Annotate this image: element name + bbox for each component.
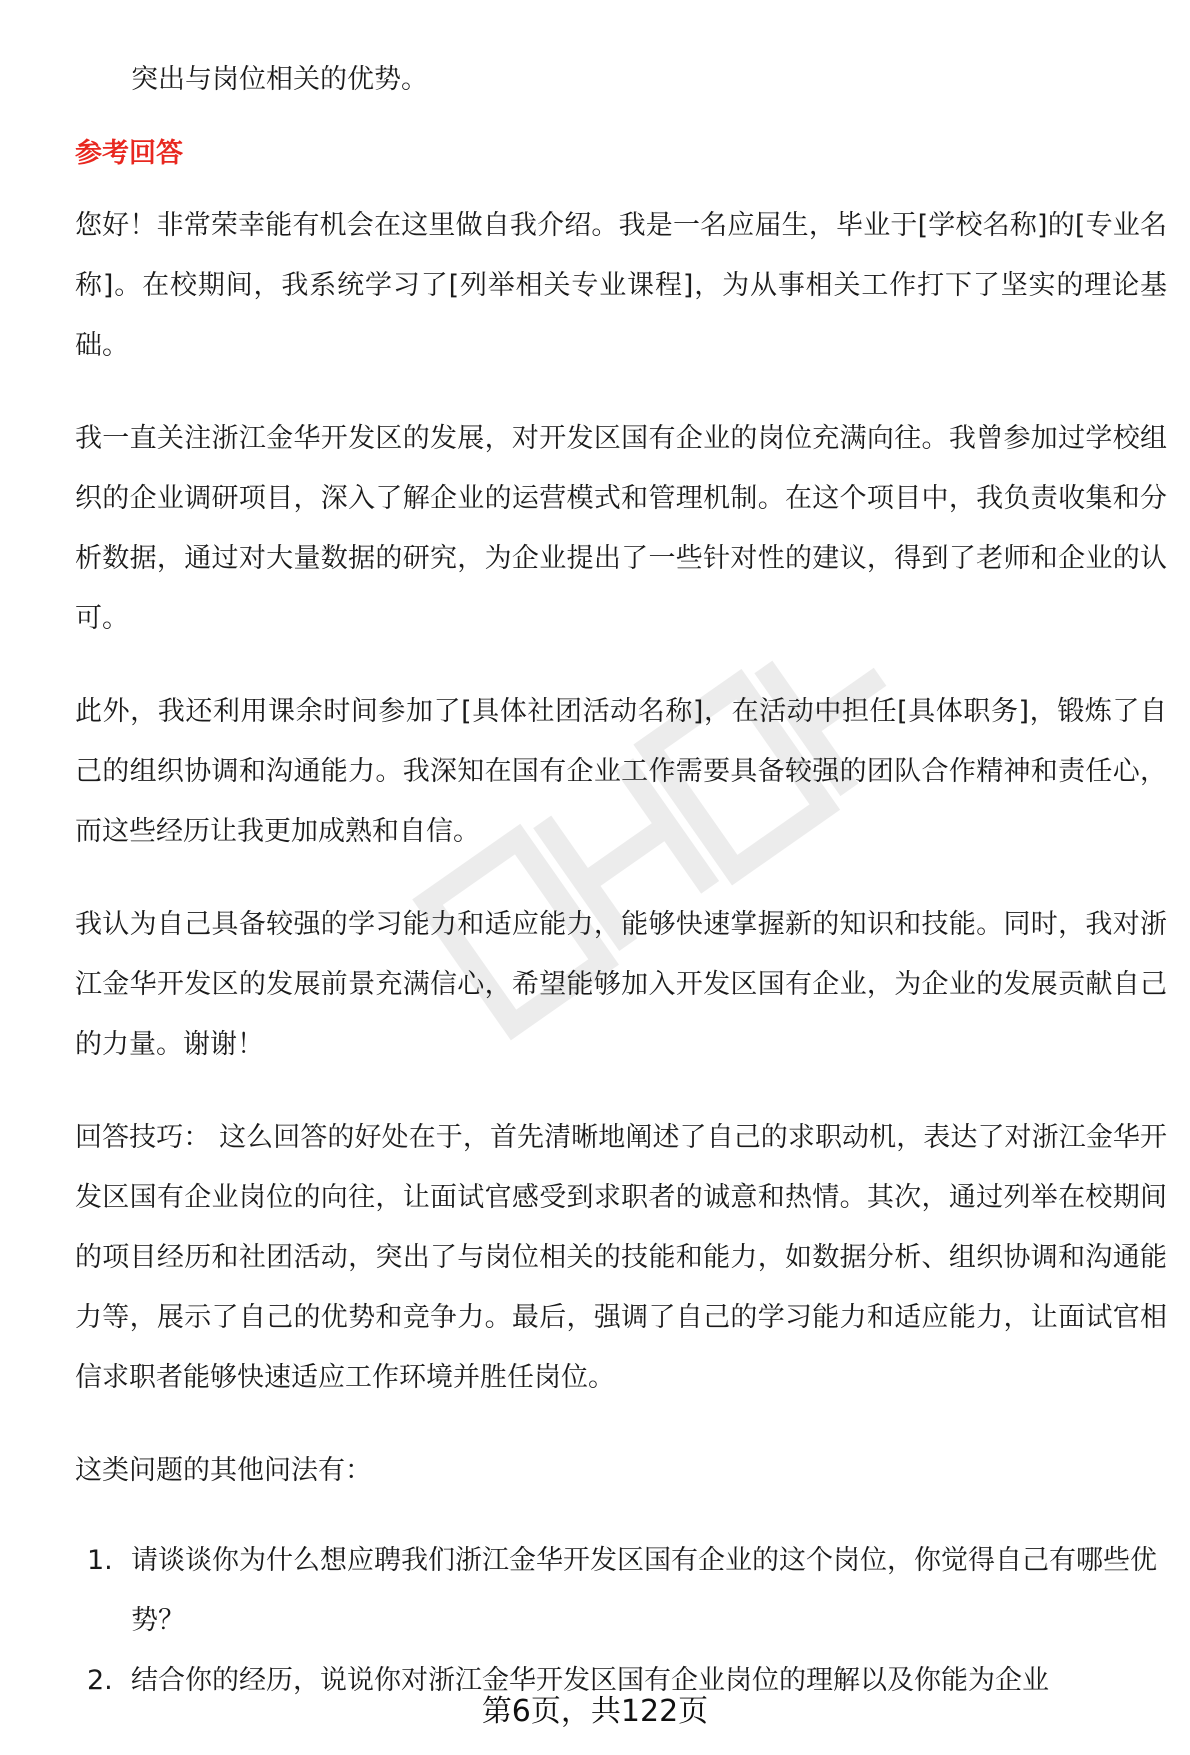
list-item-text: 请谈谈你为什么想应聘我们浙江金华开发区国有企业的这个岗位，你觉得自己有哪些优势？ (131, 1545, 1157, 1636)
list-item-number: 2. (87, 1665, 113, 1696)
answer-paragraph-1: 您好！非常荣幸能有机会在这里做自我介绍。我是一名应届生，毕业于[学校名称]的[专业名称]。在校期间，我系统学习了[列举相关专业课程]，为从事相关工作打下了坚实的理论基础。 (75, 210, 1167, 361)
document-body (75, 50, 1167, 1711)
answer-tips-paragraph: 回答技巧： 这么回答的好处在于，首先清晰地阐述了自己的求职动机，表达了对浙江金华开发区国有企业岗位的向往，让面试官感受到求职者的诚意和热情。其次，通过列举在校期间的项目经历和社团活动，突出了与岗位相关的技能和能力，如数据分析、组织协调和沟通能力等，展示了自己的优势和竞争力。最后，强调了自己的学习能力和适应能力，让面试官相信求职者能够快速适应工作环境并胜任岗位。 (75, 1122, 1167, 1393)
other-questions-label: 这类问题的其他问法有： (75, 1455, 372, 1486)
page-footer: 第6页，共122页 (481, 1694, 709, 1729)
answer-paragraph-3: 此外，我还利用课余时间参加了[具体社团活动名称]，在活动中担任[具体职务]，锻炼了自己的组织协调和沟通能力。我深知在国有企业工作需要具备较强的团队合作精神和责任心，而这些经历让我更加成熟和自信。 (75, 696, 1167, 847)
list-item-number: 1. (87, 1545, 113, 1576)
section-heading-reference-answer: 参考回答 (75, 138, 183, 169)
answer-paragraph-2: 我一直关注浙江金华开发区的发展，对开发区国有企业的岗位充满向往。我曾参加过学校组织的企业调研项目，深入了解企业的运营模式和管理机制。在这个项目中，我负责收集和分析数据，通过对大量数据的研究，为企业提出了一些针对性的建议，得到了老师和企业的认可。 (75, 423, 1167, 634)
list-item (75, 1531, 1167, 1651)
list-item-text: 结合你的经历，说说你对浙江金华开发区国有企业岗位的理解以及你能为企业 (131, 1665, 1049, 1696)
answer-paragraph-4: 我认为自己具备较强的学习能力和适应能力，能够快速掌握新的知识和技能。同时，我对浙江金华开发区的发展前景充满信心，希望能够加入开发区国有企业，为企业的发展贡献自己的力量。谢谢！ (75, 909, 1167, 1060)
other-questions-list (75, 1531, 1167, 1711)
continued-line: 突出与岗位相关的优势。 (131, 64, 428, 95)
